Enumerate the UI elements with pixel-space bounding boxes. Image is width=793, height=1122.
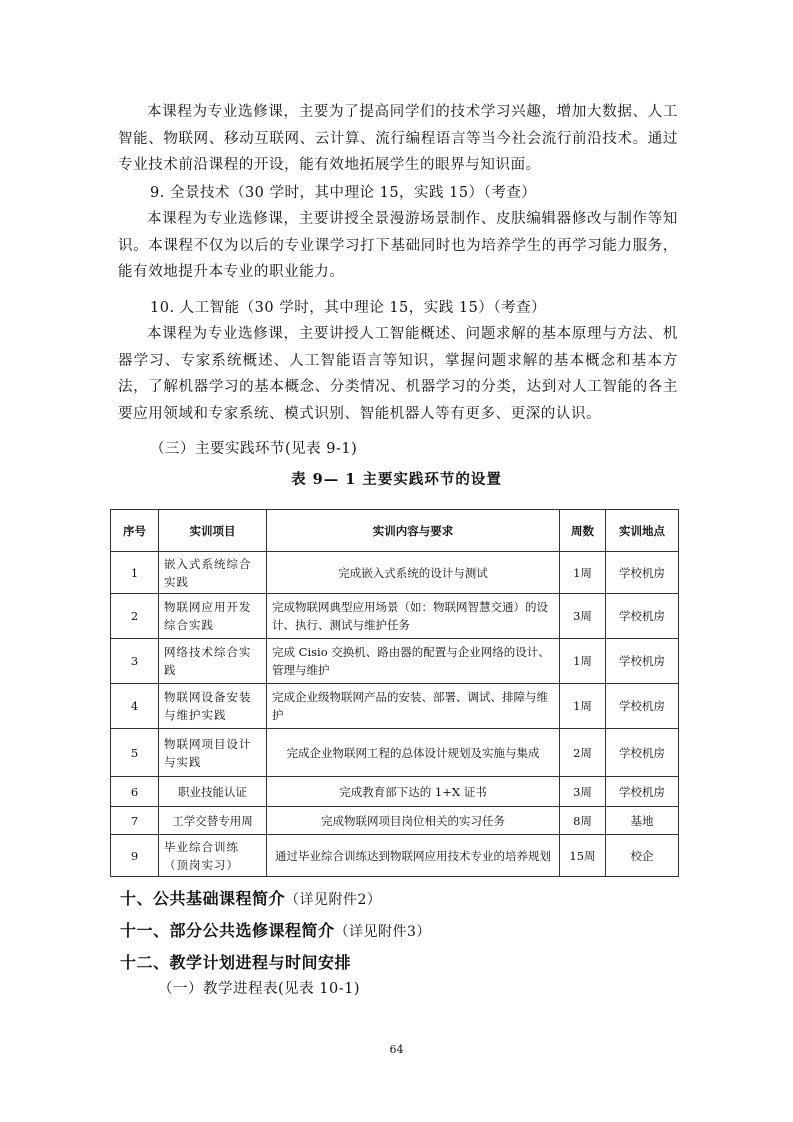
cell-content: 完成物联网典型应用场景（如：物联网智慧交通）的设计、执行、测试与维护任务 — [267, 594, 560, 639]
table-row — [111, 835, 679, 877]
cell-no: 9 — [111, 835, 159, 877]
cell-item: 网络技术综合实践 — [159, 639, 267, 684]
heading-public-basic-courses-title: 十、公共基础课程简介 — [120, 889, 286, 908]
heading-public-elective-courses-note: （详见附件3） — [334, 924, 431, 940]
table-title: 表 9— 1 主要实践环节的设置 — [291, 471, 502, 488]
cell-place: 学校机房 — [606, 684, 679, 729]
cell-weeks: 3周 — [560, 777, 606, 807]
cell-item: 物联网设备安装与维护实践 — [159, 684, 267, 729]
table-row — [111, 552, 679, 594]
cell-weeks: 2周 — [560, 729, 606, 777]
cell-place: 学校机房 — [606, 777, 679, 807]
cell-content: 完成物联网项目岗位相关的实习任务 — [267, 807, 560, 835]
header-content: 实训内容与要求 — [267, 510, 560, 552]
header-weeks: 周数 — [560, 510, 606, 552]
cell-content: 完成企业物联网工程的总体设计规划及实施与集成 — [267, 729, 560, 777]
paragraph-panorama-course: 本课程为专业选修课，主要讲授全景漫游场景制作、皮肤编辑器修改与制作等知识。本课程不仅为以后的专业课学习打下基础同时也为培养学生的再学习能力服务，能有效地提升本专业的职业能力。 — [118, 211, 678, 281]
table-header-row — [111, 510, 679, 552]
table-row — [111, 807, 679, 835]
cell-no: 5 — [111, 729, 159, 777]
cell-place: 学校机房 — [606, 594, 679, 639]
cell-place: 基地 — [606, 807, 679, 835]
cell-weeks: 8周 — [560, 807, 606, 835]
heading-public-elective-courses — [120, 918, 431, 941]
cell-item: 嵌入式系统综合实践 — [159, 552, 267, 594]
cell-no: 6 — [111, 777, 159, 807]
cell-no: 4 — [111, 684, 159, 729]
cell-place: 学校机房 — [606, 552, 679, 594]
heading-public-elective-courses-title: 十一、部分公共选修课程简介 — [120, 921, 335, 940]
cell-item: 工学交替专用周 — [159, 807, 267, 835]
cell-weeks: 1周 — [560, 684, 606, 729]
cell-no: 2 — [111, 594, 159, 639]
cell-weeks: 1周 — [560, 552, 606, 594]
paragraph-frontier-course: 本课程为专业选修课，主要为了提高同学们的技术学习兴趣，增加大数据、人工智能、物联网、移动互联网、云计算、流行编程语言等当今社会流行前沿技术。通过专业技术前沿课程的开设，能有效地拓展学生的眼界与知识面。 — [118, 104, 678, 174]
page-number: 64 — [389, 1043, 404, 1056]
header-item: 实训项目 — [159, 510, 267, 552]
cell-item: 物联网项目设计与实践 — [159, 729, 267, 777]
cell-content: 完成教育部下达的 1+X 证书 — [267, 777, 560, 807]
cell-content: 通过毕业综合训练达到物联网应用技术专业的培养规划 — [267, 835, 560, 877]
cell-no: 3 — [111, 639, 159, 684]
heading-teaching-plan: 十二、教学计划进程与时间安排 — [120, 953, 352, 972]
cell-content: 完成 Cisio 交换机、路由器的配置与企业网络的设计、管理与维护 — [267, 639, 560, 684]
table-row — [111, 639, 679, 684]
practice-table — [110, 509, 679, 877]
header-no: 序号 — [111, 510, 159, 552]
course-heading-9: 9. 全景技术（30 学时，其中理论 15，实践 15）（考查） — [150, 185, 537, 201]
heading-public-basic-courses-note: （详见附件2） — [285, 892, 382, 908]
cell-item: 毕业综合训练（顶岗实习） — [159, 835, 267, 877]
cell-place: 校企 — [606, 835, 679, 877]
cell-item: 职业技能认证 — [159, 777, 267, 807]
cell-place: 学校机房 — [606, 729, 679, 777]
cell-no: 1 — [111, 552, 159, 594]
cell-item: 物联网应用开发综合实践 — [159, 594, 267, 639]
heading-public-basic-courses — [120, 886, 381, 909]
cell-content: 完成嵌入式系统的设计与测试 — [267, 552, 560, 594]
table-row — [111, 729, 679, 777]
course-heading-10: 10. 人工智能（30 学时，其中理论 15，实践 15）（考查） — [150, 300, 547, 316]
section-practice-heading: （三）主要实践环节(见表 9-1) — [150, 441, 358, 457]
table-row — [111, 777, 679, 807]
cell-content: 完成企业级物联网产品的安装、部署、调试、排障与维护 — [267, 684, 560, 729]
subheading-teaching-schedule: （一）教学进程表(见表 10-1) — [158, 981, 360, 997]
cell-weeks: 1周 — [560, 639, 606, 684]
header-place: 实训地点 — [606, 510, 679, 552]
cell-weeks: 15周 — [560, 835, 606, 877]
cell-weeks: 3周 — [560, 594, 606, 639]
table-row — [111, 684, 679, 729]
cell-no: 7 — [111, 807, 159, 835]
table-row — [111, 594, 679, 639]
cell-place: 学校机房 — [606, 639, 679, 684]
paragraph-ai-course: 本课程为专业选修课，主要讲授人工智能概述、问题求解的基本原理与方法、机器学习、专家系统概述、人工智能语言等知识，掌握问题求解的基本概念和基本方法，了解机器学习的基本概念、分类情况、机器学习的分类，达到对人工智能的各主要应用领域和专家系统、模式识别、智能机器人等有更多、更深的认识。 — [118, 326, 678, 422]
